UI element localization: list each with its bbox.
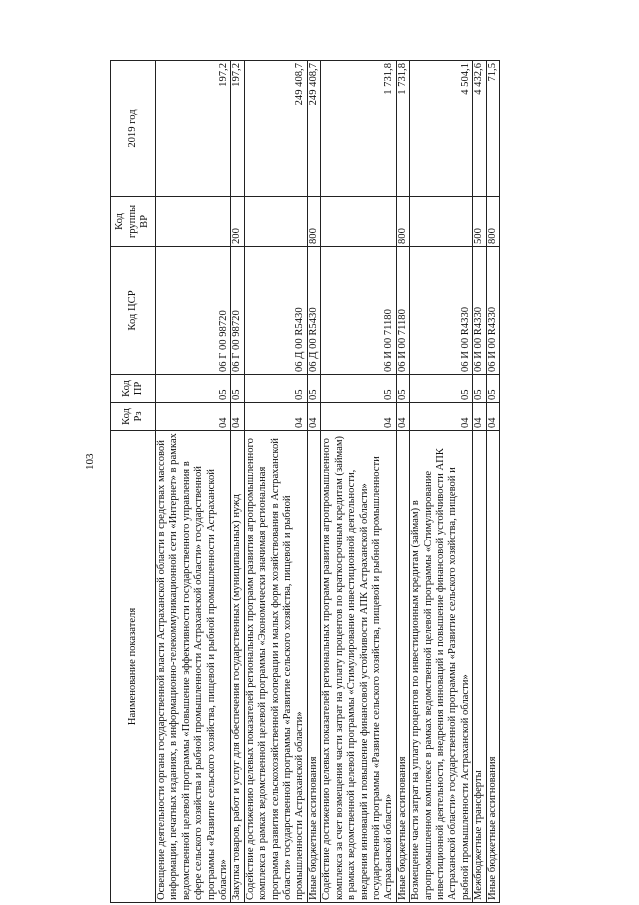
header-name: Наименование показателя — [111, 431, 156, 903]
row-rz: 04 — [231, 403, 244, 431]
header-rz: Код Рз — [111, 403, 156, 431]
row-sum: 249 408,7 — [307, 61, 320, 197]
row-sum: 4 504,1 — [410, 61, 473, 197]
row-name: Иные бюджетные ассигнования — [307, 431, 320, 903]
row-vr — [410, 197, 473, 247]
table-row — [244, 61, 307, 903]
row-sum: 197,2 — [156, 61, 231, 197]
row-csr: 06 И 00 R4330 — [410, 247, 473, 375]
table-row — [156, 61, 231, 903]
row-vr — [244, 197, 307, 247]
row-pr: 05 — [321, 375, 396, 403]
row-pr: 05 — [486, 375, 499, 403]
table-row — [231, 61, 244, 903]
row-vr: 500 — [473, 197, 486, 247]
row-vr: 800 — [396, 197, 409, 247]
budget-sheet — [110, 61, 632, 903]
row-name: Возмещение части затрат на уплату процентов по инвестиционным кредитам (займам) в агропромышленном комплексе в рамках ведомственной целевой программы «Стимулирование инвестиционной деятельности, внедрения инноваций и повышение финансовой устойчивости АПК Астраханской области» государственной программы «Развитие сельского хозяйства, пищевой и рыбной промышленности Астраханской области» — [410, 431, 473, 903]
row-name: Иные бюджетные ассигнования — [486, 431, 499, 903]
row-rz: 04 — [307, 403, 320, 431]
row-rz: 04 — [244, 403, 307, 431]
row-name: Иные бюджетные ассигнования — [396, 431, 409, 903]
row-sum: 197,2 — [231, 61, 244, 197]
table-row — [410, 61, 473, 903]
row-rz: 04 — [321, 403, 396, 431]
page-number: 103 — [84, 453, 96, 470]
row-vr: 800 — [486, 197, 499, 247]
header-pr: Код ПР — [111, 375, 156, 403]
row-pr: 05 — [231, 375, 244, 403]
row-name: Содействие достижению целевых показателей региональных программ развития агропромышленного комплекса в рамках ведомственной целевой программы «Экономически значимая региональная программа развития сельскохозяйственной кооперации и малых форм хозяйствования в Астраханской области» государственной программы «Развитие сельского хозяйства, пищевой и рыбной промышленности Астраханской области» — [244, 431, 307, 903]
row-sum: 4 432,6 — [473, 61, 486, 197]
row-name: Содействие достижению целевых показателей региональных программ развития агропромышленного комплекса за счет возмещения части затрат на уплату процентов по краткосрочным кредитам (займам) в рамках ведомственной целевой программы «Стимулирование инвестиционной деятельности, внедрения инноваций и повышение финансовой устойчивости АПК Астраханской области» государственной программы «Развитие сельского хозяйства, пищевой и рыбной промышленности Астраханской области» — [321, 431, 396, 903]
table-row — [307, 61, 320, 903]
row-name: Освещение деятельности органа государственной власти Астраханской области в средствах массовой информации, печатных изданиях, в информационно-телекоммуникационной сети «Интернет» в рамках ведомственной целевой программы «Повышение эффективности государственного управления в сфере сельского хозяйства и рыбной промышленности Астраханской области» государственной программы «Развитие сельского хозяйства, пищевой и рыбной промышленности Астраханской области» — [156, 431, 231, 903]
row-rz: 04 — [156, 403, 231, 431]
row-vr — [321, 197, 396, 247]
row-sum: 1 731,8 — [321, 61, 396, 197]
row-pr: 05 — [244, 375, 307, 403]
budget-table — [110, 60, 500, 903]
row-rz: 04 — [473, 403, 486, 431]
header-year: 2019 год — [111, 61, 156, 197]
row-sum: 1 731,8 — [396, 61, 409, 197]
row-vr: 200 — [231, 197, 244, 247]
row-csr: 06 И 00 R4330 — [486, 247, 499, 375]
row-pr: 05 — [473, 375, 486, 403]
row-vr: 800 — [307, 197, 320, 247]
row-csr: 06 И 00 71180 — [321, 247, 396, 375]
table-header-row — [111, 61, 156, 903]
table-row — [396, 61, 409, 903]
row-pr: 05 — [156, 375, 231, 403]
row-csr: 06 Г 00 98720 — [156, 247, 231, 375]
row-csr: 06 И 00 71180 — [396, 247, 409, 375]
row-pr: 05 — [410, 375, 473, 403]
row-rz: 04 — [486, 403, 499, 431]
table-row — [473, 61, 486, 903]
row-csr: 06 Д 00 R5430 — [244, 247, 307, 375]
row-csr: 06 Д 00 R5430 — [307, 247, 320, 375]
header-csr: Код ЦСР — [111, 247, 156, 375]
row-pr: 05 — [396, 375, 409, 403]
row-rz: 04 — [396, 403, 409, 431]
row-rz: 04 — [410, 403, 473, 431]
row-sum: 249 408,7 — [244, 61, 307, 197]
table-row — [486, 61, 499, 903]
row-csr: 06 Г 00 98720 — [231, 247, 244, 375]
row-sum: 71,5 — [486, 61, 499, 197]
header-vr: Код группы ВР — [111, 197, 156, 247]
row-name: Закупка товаров, работ и услуг для обеспечения государственных (муниципальных) нужд — [231, 431, 244, 903]
row-pr: 05 — [307, 375, 320, 403]
row-name: Межбюджетные трансферты — [473, 431, 486, 903]
table-row — [321, 61, 396, 903]
row-vr — [156, 197, 231, 247]
row-csr: 06 И 00 R4330 — [473, 247, 486, 375]
